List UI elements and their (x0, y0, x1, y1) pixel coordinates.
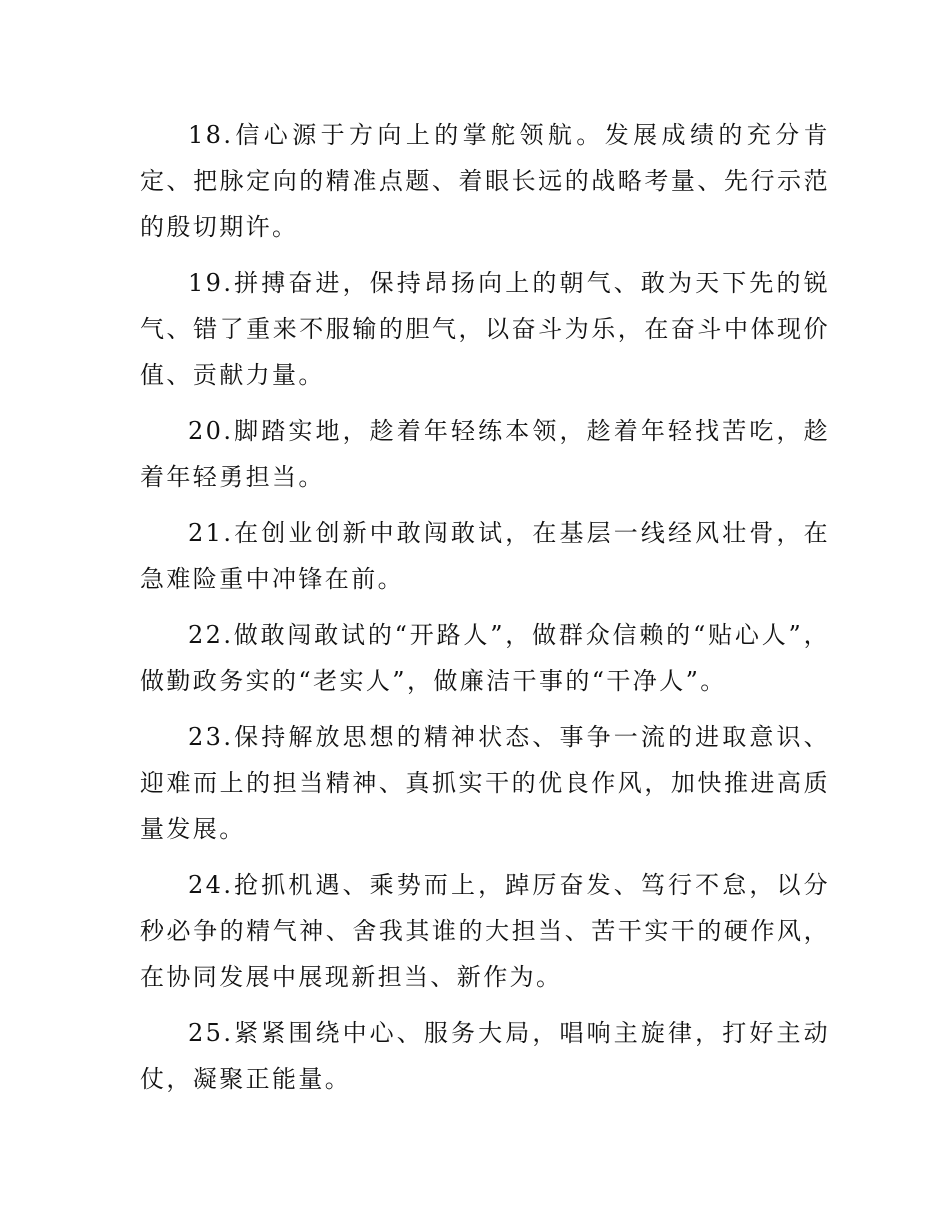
document-body (140, 112, 830, 1112)
paragraph-24: 24.抢抓机遇、乘势而上，踔厉奋发、笃行不怠，以分秒必争的精气神、舍我其谁的大担当、苦干实干的硬作风，在协同发展中展现新担当、新作为。 (140, 871, 830, 991)
paragraph-21: 21.在创业创新中敢闯敢试，在基层一线经风壮骨，在急难险重中冲锋在前。 (140, 519, 830, 593)
paragraph-18: 18.信心源于方向上的掌舵领航。发展成绩的充分肯定、把脉定向的精准点题、着眼长远的战略考量、先行示范的殷切期许。 (140, 121, 830, 241)
paragraph-22: 22.做敢闯敢试的“开路人”，做群众信赖的“贴心人”，做勤政务实的“老实人”，做廉洁干事的“干净人”。 (140, 621, 830, 695)
paragraph-20: 20.脚踏实地，趁着年轻练本领，趁着年轻找苦吃，趁着年轻勇担当。 (140, 417, 830, 491)
paragraph-19: 19.拼搏奋进，保持昂扬向上的朝气、敢为天下先的锐气、错了重来不服输的胆气，以奋斗为乐，在奋斗中体现价值、贡献力量。 (140, 269, 830, 389)
paragraph-25: 25.紧紧围绕中心、服务大局，唱响主旋律，打好主动仗，凝聚正能量。 (140, 1019, 830, 1093)
paragraph-23: 23.保持解放思想的精神状态、事争一流的进取意识、迎难而上的担当精神、真抓实干的优良作风，加快推进高质量发展。 (140, 723, 830, 843)
